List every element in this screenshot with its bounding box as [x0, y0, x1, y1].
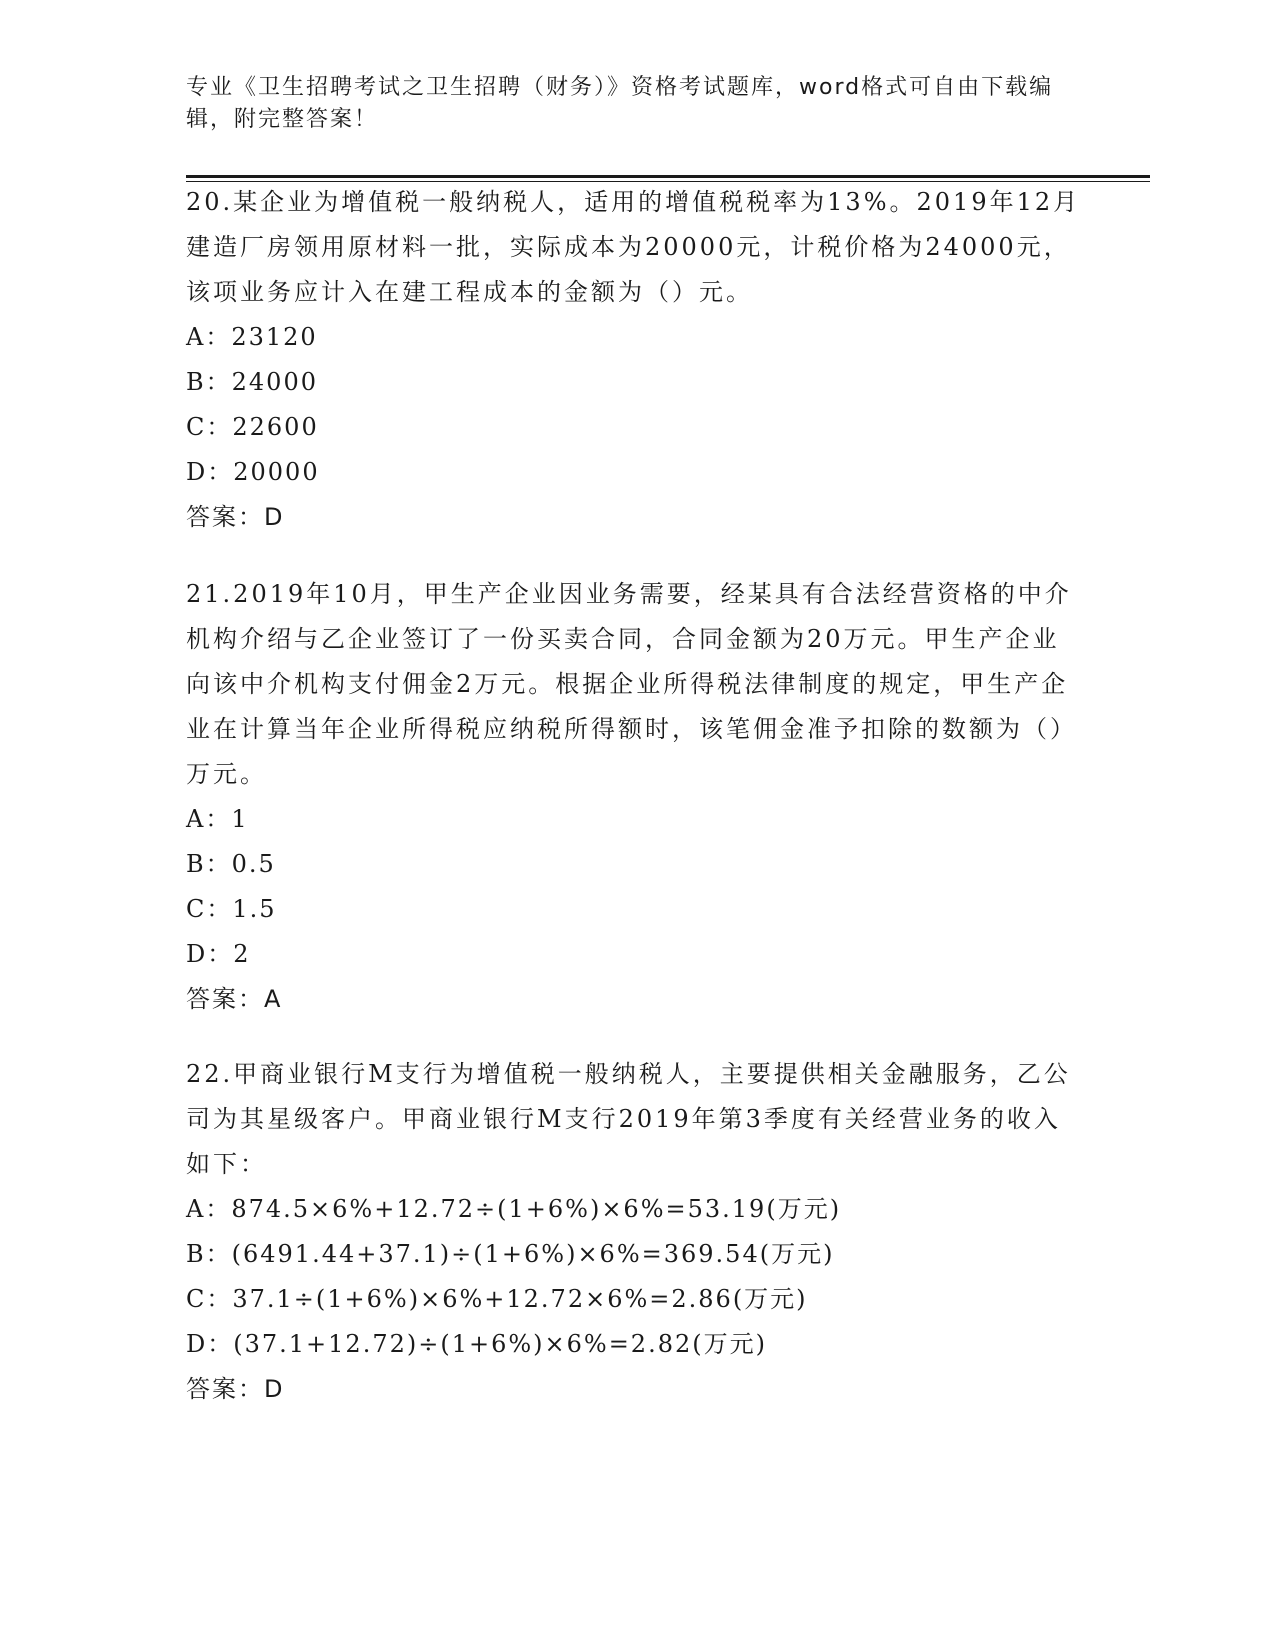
option-a: A：23120	[186, 323, 318, 351]
answer-line: 答案：D	[186, 503, 285, 531]
header-divider-thick	[186, 175, 1150, 178]
question-20	[186, 180, 1086, 540]
option-b: B：(6491.44+37.1)÷(1+6%)×6%=369.54(万元)	[186, 1240, 835, 1268]
option-c: C：37.1÷(1+6%)×6%+12.72×6%=2.86(万元)	[186, 1285, 808, 1313]
option-b: B：0.5	[186, 850, 276, 878]
question-21	[186, 572, 1086, 1022]
option-d: D：(37.1+12.72)÷(1+6%)×6%=2.82(万元)	[186, 1330, 767, 1358]
option-d: D：2	[186, 940, 251, 968]
option-c: C：22600	[186, 413, 319, 441]
option-d: D：20000	[186, 458, 320, 486]
option-c: C：1.5	[186, 895, 277, 923]
option-a: A：1	[186, 805, 249, 833]
question-stem: 22.甲商业银行M支行为增值税一般纳税人，主要提供相关金融服务，乙公司为其星级客户。甲商业银行M支行2019年第3季度有关经营业务的收入如下：	[186, 1060, 1071, 1178]
answer-line: 答案：A	[186, 985, 283, 1013]
question-stem: 20.某企业为增值税一般纳税人，适用的增值税税率为13%。2019年12月建造厂房领用原材料一批，实际成本为20000元，计税价格为24000元，该项业务应计入在建工程成本的金额为（）元。	[186, 188, 1081, 306]
option-a: A：874.5×6%+12.72÷(1+6%)×6%=53.19(万元)	[186, 1195, 842, 1223]
question-22	[186, 1052, 1086, 1412]
question-stem: 21.2019年10月，甲生产企业因业务需要，经某具有合法经营资格的中介机构介绍与乙企业签订了一份买卖合同，合同金额为20万元。甲生产企业向该中介机构支付佣金2万元。根据企业所得税法律制度的规定，甲生产企业在计算当年企业所得税应纳税所得额时，该笔佣金准予扣除的数额为（）万元。	[186, 580, 1077, 788]
answer-line: 答案：D	[186, 1375, 285, 1403]
option-b: B：24000	[186, 368, 318, 396]
document-header: 专业《卫生招聘考试之卫生招聘（财务）》资格考试题库，word格式可自由下载编辑，附完整答案！	[186, 75, 1054, 132]
